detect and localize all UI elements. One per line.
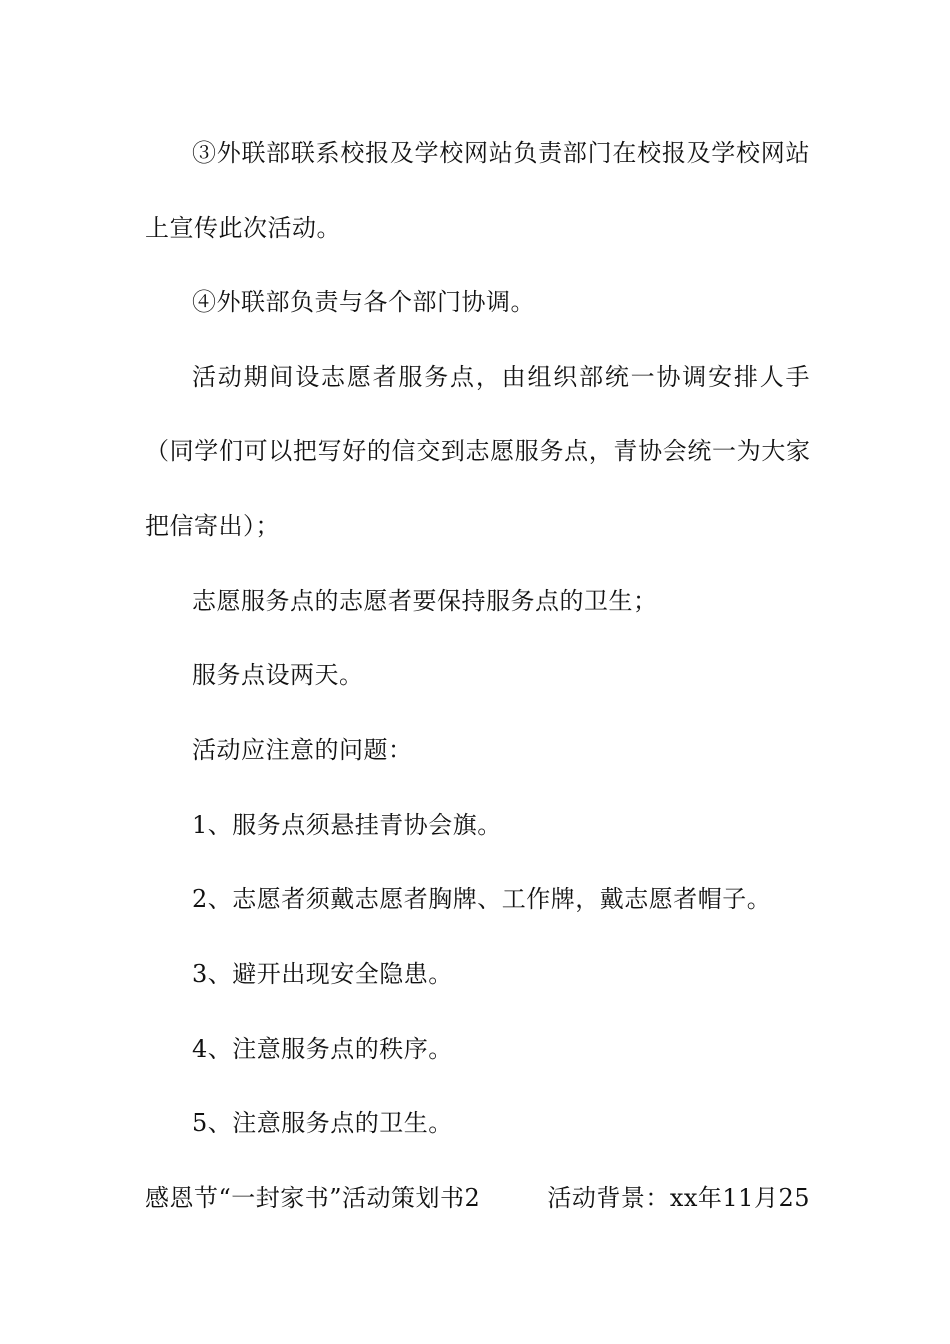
paragraph-line-6: 把信寄出）； — [145, 512, 280, 540]
paragraph-line-9: 活动应注意的问题： — [192, 736, 413, 764]
section-background-text: 活动背景：xx年11月25 — [547, 1184, 810, 1212]
list-item-1: 1、服务点须悬挂青协会旗。 — [192, 811, 502, 839]
list-item-2: 2、志愿者须戴志愿者胸牌、工作牌，戴志愿者帽子。 — [192, 885, 772, 913]
paragraph-line-8: 服务点设两天。 — [192, 661, 364, 689]
paragraph-line-5: （同学们可以把写好的信交到志愿服务点，青协会统一为大家 — [145, 437, 810, 465]
paragraph-line-2: 上宣传此次活动。 — [145, 214, 341, 242]
section-title: 感恩节“一封家书”活动策划书2 — [145, 1184, 481, 1212]
list-item-5: 5、注意服务点的卫生。 — [192, 1109, 453, 1137]
paragraph-line-4: 活动期间设志愿者服务点，由组织部统一协调安排人手 — [192, 363, 810, 391]
paragraph-line-7: 志愿服务点的志愿者要保持服务点的卫生； — [192, 587, 658, 615]
paragraph-line-1: ③外联部联系校报及学校网站负责部门在校报及学校网站 — [192, 139, 810, 167]
list-item-4: 4、注意服务点的秩序。 — [192, 1035, 453, 1063]
paragraph-line-3: ④外联部负责与各个部门协调。 — [192, 288, 535, 316]
list-item-3: 3、避开出现安全隐患。 — [192, 960, 453, 988]
